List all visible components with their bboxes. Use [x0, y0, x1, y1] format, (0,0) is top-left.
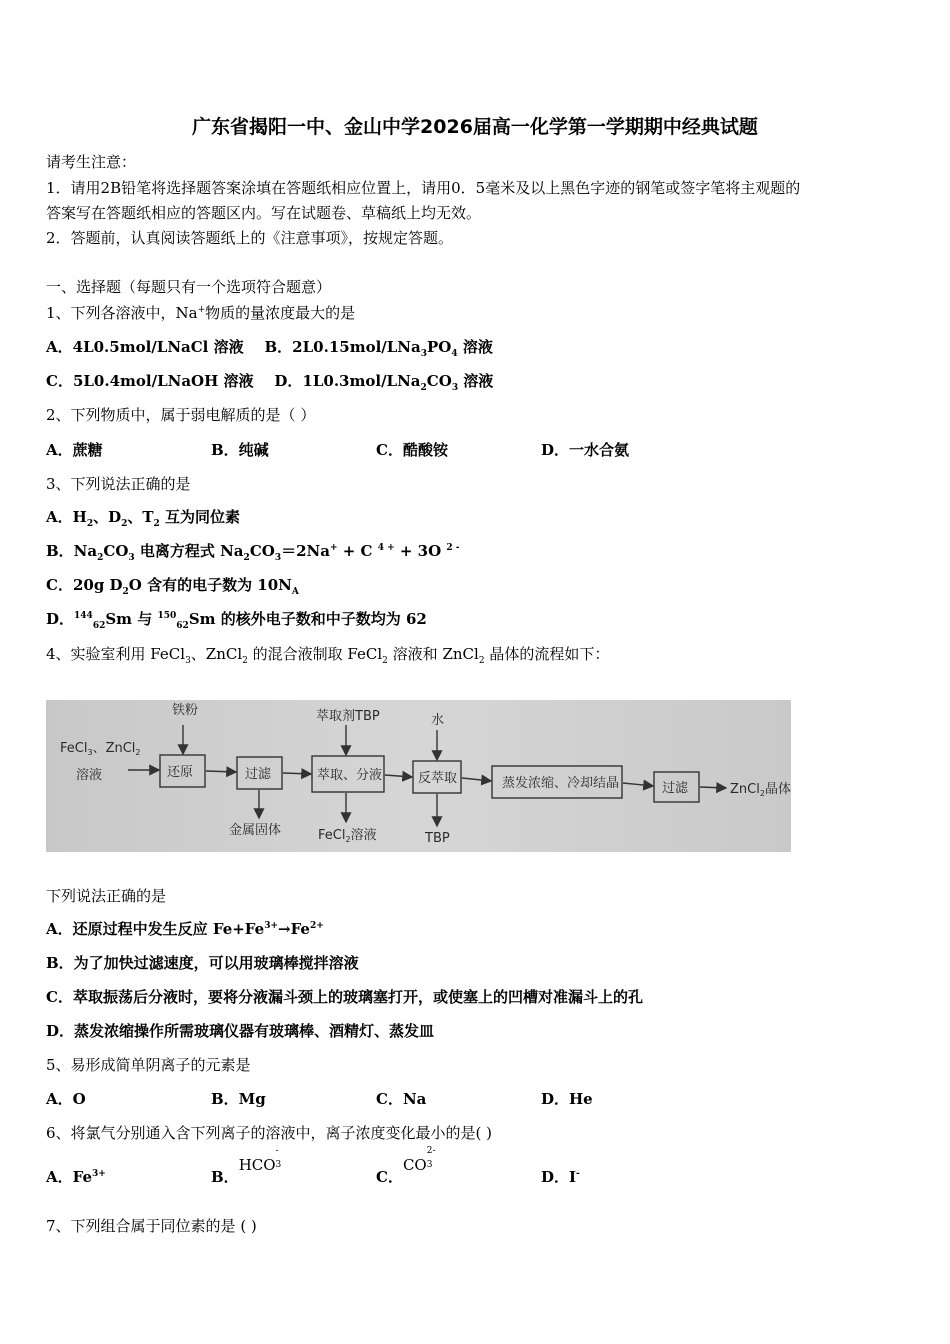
question-7-stem: 7、下列组合属于同位素的是 ( )	[46, 1217, 257, 1235]
notice-heading: 请考生注意：	[46, 153, 137, 171]
question-1-options-cd	[46, 370, 493, 393]
notice-item-1-line-1: 1．请用2B铅笔将选择题答案涂填在答题纸相应位置上，请用0．5毫米及以上黑色字迹的钢笔或签字笔将主观题的	[46, 179, 801, 197]
process-flow-diagram	[46, 700, 791, 852]
question-5-option-b: B．Mg	[211, 1090, 266, 1108]
page-title: 广东省揭阳一中、金山中学2026届高一化学第一学期期中经典试题	[192, 116, 758, 138]
question-1-option-a: A．4L0.5mol/LNaCl 溶液	[46, 338, 244, 356]
question-4-option-b: B．为了加快过滤速度，可以用玻璃棒搅拌溶液	[46, 954, 359, 972]
flow-product-label: ZnCl$_2$晶体	[730, 782, 791, 798]
flow-evaporate-label: 蒸发浓缩、冷却结晶	[502, 776, 620, 791]
flow-water-label: 水	[431, 713, 445, 728]
question-1-option-c: C．5L0.4mol/LNaOH 溶液	[46, 372, 254, 390]
question-6-stem: 6、将氯气分别通入含下列离子的溶液中，离子浓度变化最小的是( )	[46, 1124, 493, 1142]
question-1-option-b: B．$2L0.15mol/LNa_3PO_4$ 溶液	[264, 338, 493, 359]
flow-metal-label: 金属固体	[229, 823, 282, 838]
bicarbonate-formula: HCO - 3	[238, 1146, 282, 1174]
question-1-options-ab	[46, 336, 493, 359]
question-4-sub-stem: 下列说法正确的是	[46, 887, 167, 905]
question-2-option-d: D．一水合氨	[541, 441, 630, 459]
question-5-options	[46, 1088, 706, 1109]
question-3-stem: 3、下列说法正确的是	[46, 475, 191, 493]
question-2-option-b: B．纯碱	[211, 441, 269, 459]
flow-fecl2-label: FeCl$_2$溶液	[318, 828, 377, 844]
question-4-option-c: C．萃取振荡后分液时，要将分液漏斗颈上的玻璃塞打开，或使塞上的凹槽对准漏斗上的孔	[46, 988, 643, 1006]
flow-input-label-2: 溶液	[76, 768, 103, 783]
flow-tbp-label: TBP	[425, 831, 450, 846]
question-3-option-b: B．$Na_2CO_3$ 电离方程式 $Na_2CO_3=2Na^+ + C$ $^{4 +}$ + 3O $^{2 -}$	[46, 542, 460, 563]
question-3-option-c: C．20g $D_2O$ 含有的电子数为 $10N_A$	[46, 576, 299, 597]
question-6-option-a: A．$Fe^{3+}$	[46, 1168, 106, 1186]
question-3-option-a: A．$H_2$、$D_2$、$T_2$ 互为同位素	[46, 508, 241, 529]
flow-filter-1-label: 过滤	[245, 767, 272, 782]
flow-iron-label: 铁粉	[172, 703, 199, 718]
flow-extractant-label: 萃取剂TBP	[316, 709, 380, 724]
flow-extract-label: 萃取、分液	[317, 768, 383, 783]
question-5-option-a: A．O	[46, 1090, 86, 1108]
question-5-option-c: C．Na	[376, 1090, 427, 1108]
question-4-option-d: D．蒸发浓缩操作所需玻璃仪器有玻璃棒、酒精灯、蒸发皿	[46, 1022, 435, 1040]
question-3-option-d: D．$^{144}_{62}$Sm 与 $^{150}_{62}$Sm 的核外电子数和中子数均为 62	[46, 610, 427, 631]
flow-filter-2-label: 过滤	[662, 781, 689, 796]
section-heading: 一、选择题（每题只有一个选项符合题意）	[46, 278, 332, 296]
flow-back-extract-label: 反萃取	[418, 771, 458, 786]
question-6-option-b: B．HCO - 3	[211, 1166, 376, 1187]
question-5-stem: 5、易形成简单阴离子的元素是	[46, 1056, 251, 1074]
question-4-stem: 4、实验室利用 FeCl$_3$、ZnCl$_2$ 的混合液制取 FeCl$_2$ 溶液和 ZnCl$_2$ 晶体的流程如下：	[46, 645, 610, 666]
flow-reduce-label: 还原	[167, 765, 194, 780]
question-2-options	[46, 439, 706, 460]
question-2-option-a: A．蔗糖	[46, 441, 103, 459]
question-6-option-d: D．I-	[541, 1168, 580, 1186]
question-6-option-c: C．CO 2- 3	[376, 1166, 541, 1187]
notice-item-2: 2．答题前，认真阅读答题纸上的《注意事项》，按规定答题。	[46, 229, 454, 247]
question-6-options	[46, 1146, 706, 1187]
flow-input-label: FeCl$_3$、ZnCl$_2$	[60, 741, 141, 757]
question-2-stem: 2、下列物质中，属于弱电解质的是（ ）	[46, 406, 316, 424]
notice-item-1-line-2: 答案写在答题纸相应的答题区内。写在试题卷、草稿纸上均无效。	[46, 204, 482, 222]
question-1-option-d: D．$1L0.3mol/LNa_2CO_3$ 溶液	[274, 372, 494, 393]
question-5-option-d: D．He	[541, 1090, 593, 1108]
question-4-option-a: A．还原过程中发生反应 $Fe+Fe^{3+}\to Fe^{2+}$	[46, 920, 324, 938]
carbonate-formula: CO 2- 3	[402, 1146, 436, 1174]
question-2-option-c: C．酷酸铵	[376, 441, 448, 459]
question-1-stem: 1、下列各溶液中，Na+物质的量浓度最大的是	[46, 304, 356, 322]
